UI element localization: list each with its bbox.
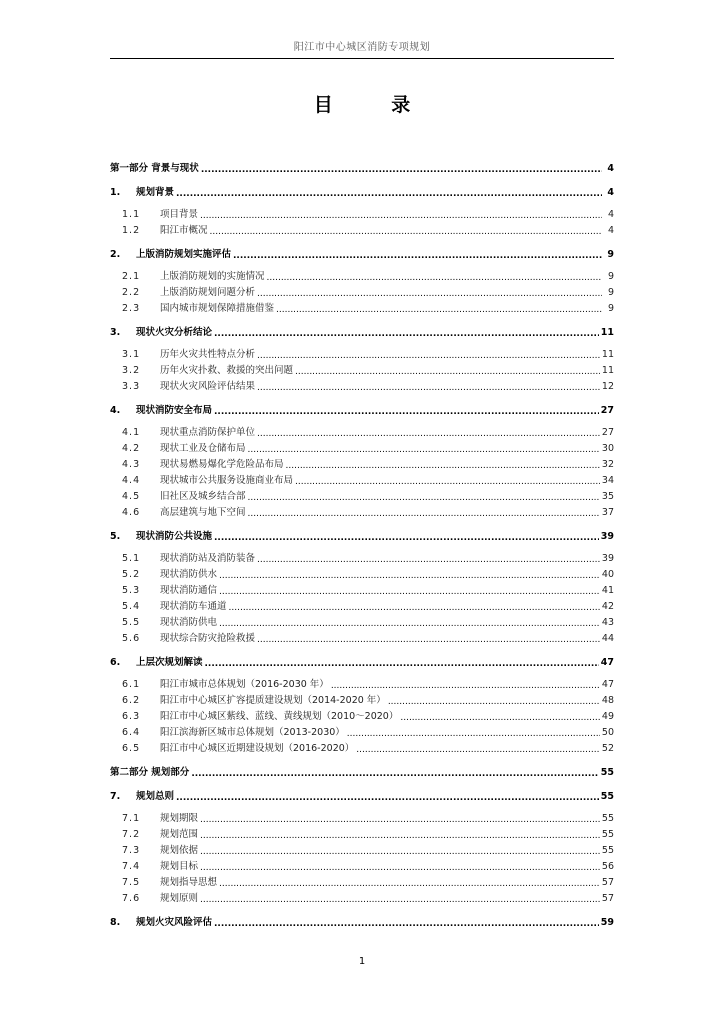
toc-section-entry[interactable]	[110, 872, 614, 888]
dot-leader	[257, 382, 600, 392]
header-rule	[110, 58, 614, 59]
toc-section-label: 现状消防车通道	[160, 601, 227, 612]
dot-leader	[295, 366, 600, 376]
dot-leader	[200, 210, 602, 220]
dot-leader	[356, 744, 600, 754]
toc-entry-label: 现状火灾分析结论	[136, 327, 213, 338]
toc-section-entry[interactable]	[110, 596, 614, 612]
toc-section-label: 现状消防通信	[160, 585, 218, 596]
toc-section-number: 2.3	[122, 303, 141, 314]
toc-page-number: 9	[607, 287, 614, 298]
toc-section-entry[interactable]	[110, 376, 614, 392]
toc-section-entry[interactable]	[110, 344, 614, 360]
toc-entry-label: 规划背景	[136, 187, 175, 198]
toc-section-number: 4.5	[122, 491, 141, 502]
dot-leader	[201, 164, 602, 174]
toc-page-number: 59	[600, 917, 614, 928]
toc-section-number: 6.2	[122, 695, 141, 706]
toc-section-number: 5.4	[122, 601, 141, 612]
toc-section-list	[110, 548, 614, 644]
toc-section-label: 规划范围	[160, 829, 199, 840]
toc-page-number: 57	[601, 877, 614, 888]
toc-section-entry[interactable]	[110, 438, 614, 454]
toc-chapter-entry[interactable]	[110, 322, 614, 338]
toc-page-number: 50	[601, 727, 614, 738]
toc-page-number: 4	[607, 209, 614, 220]
toc-section-label: 现状消防供水	[160, 569, 218, 580]
dot-leader	[400, 712, 600, 722]
toc-page-number: 52	[601, 743, 614, 754]
toc-section-label: 现状火灾风险评估结果	[160, 381, 256, 392]
toc-section-entry[interactable]	[110, 502, 614, 518]
table-of-contents	[110, 150, 614, 928]
toc-section-entry[interactable]	[110, 282, 614, 298]
toc-page-number: 12	[601, 381, 614, 392]
toc-section-number: 3.3	[122, 381, 141, 392]
toc-page-number: 43	[601, 617, 614, 628]
toc-page-number: 48	[601, 695, 614, 706]
toc-section-label: 规划指导思想	[160, 877, 218, 888]
toc-section-entry[interactable]	[110, 360, 614, 376]
toc-chapter-entry[interactable]	[110, 912, 614, 928]
toc-page-number: 55	[601, 813, 614, 824]
toc-section-entry[interactable]	[110, 580, 614, 596]
toc-section-number: 6.5	[122, 743, 141, 754]
toc-section-list	[110, 674, 614, 754]
dot-leader	[388, 696, 600, 706]
dot-leader	[295, 476, 600, 486]
toc-section-entry[interactable]	[110, 298, 614, 314]
toc-section-number: 4.2	[122, 443, 141, 454]
page-number: 1	[358, 956, 366, 967]
dot-leader	[267, 272, 602, 282]
dot-leader	[219, 586, 600, 596]
toc-section-label: 现状工业及仓储布局	[160, 443, 246, 454]
toc-section-number: 5.1	[122, 553, 141, 564]
toc-section-label: 现状综合防灾抢险救援	[160, 633, 256, 644]
toc-section-entry[interactable]	[110, 220, 614, 236]
toc-entry-label: 上版消防规划实施评估	[136, 249, 232, 260]
toc-section-label: 阳江市中心城区紫线、蓝线、黄线规划（2010～2020）	[160, 711, 399, 722]
toc-section-entry[interactable]	[110, 738, 614, 754]
toc-section-entry[interactable]	[110, 888, 614, 904]
toc-section-number: 6.1	[122, 679, 141, 690]
toc-page-number: 4	[607, 225, 614, 236]
toc-section-list	[110, 422, 614, 518]
toc-chapter-number: 7.	[110, 791, 121, 802]
toc-page-number: 32	[601, 459, 614, 470]
toc-page-number: 4	[607, 163, 614, 174]
toc-section-number: 5.6	[122, 633, 141, 644]
toc-page-number: 57	[601, 893, 614, 904]
toc-entry-label: 规划火灾风险评估	[136, 917, 213, 928]
toc-section-label: 阳江市中心城区扩容提质建设规划（2014-2020 年）	[160, 695, 386, 706]
toc-page-number: 39	[601, 553, 614, 564]
toc-section-number: 4.4	[122, 475, 141, 486]
toc-page-number: 47	[601, 679, 614, 690]
toc-section-label: 阳江市城市总体规划（2016-2030 年）	[160, 679, 329, 690]
dot-leader	[248, 444, 600, 454]
dot-leader	[214, 328, 599, 338]
toc-section-number: 6.3	[122, 711, 141, 722]
toc-section-entry[interactable]	[110, 204, 614, 220]
dot-leader	[200, 862, 600, 872]
toc-page-number: 27	[601, 427, 614, 438]
toc-page-number: 30	[601, 443, 614, 454]
toc-chapter-entry[interactable]	[110, 244, 614, 260]
toc-chapter-entry[interactable]	[110, 526, 614, 542]
toc-chapter-number: 3.	[110, 327, 121, 338]
toc-section-entry[interactable]	[110, 856, 614, 872]
toc-page-number: 37	[601, 507, 614, 518]
toc-section-label: 现状消防站及消防装备	[160, 553, 256, 564]
toc-page-number: 42	[601, 601, 614, 612]
toc-section-number: 2.2	[122, 287, 141, 298]
toc-page-number: 11	[600, 327, 614, 338]
toc-section-entry[interactable]	[110, 454, 614, 470]
toc-chapter-number: 5.	[110, 531, 121, 542]
dot-leader	[257, 634, 600, 644]
toc-page-number: 9	[607, 271, 614, 282]
toc-section-entry[interactable]	[110, 564, 614, 580]
toc-section-label: 现状城市公共服务设施商业布局	[160, 475, 294, 486]
toc-chapter-number: 2.	[110, 249, 121, 260]
toc-section-label: 阳江市中心城区近期建设规划（2016-2020）	[160, 743, 355, 754]
dot-leader	[248, 508, 600, 518]
dot-leader	[214, 918, 599, 928]
toc-entry-label: 上层次规划解读	[136, 657, 203, 668]
dot-leader	[229, 602, 600, 612]
dot-leader	[286, 460, 600, 470]
toc-chapter-entry[interactable]	[110, 400, 614, 416]
toc-section-number: 3.1	[122, 349, 141, 360]
toc-page-number: 27	[600, 405, 614, 416]
toc-section-label: 国内城市规划保障措施借鉴	[160, 303, 275, 314]
toc-chapter-entry[interactable]	[110, 652, 614, 668]
dot-leader	[219, 878, 600, 888]
toc-page-number: 49	[601, 711, 614, 722]
toc-section-label: 现状易燃易爆化学危险品布局	[160, 459, 284, 470]
toc-section-number: 5.2	[122, 569, 141, 580]
toc-chapter-number: 8.	[110, 917, 121, 928]
toc-section-label: 历年火灾扑救、救援的突出问题	[160, 365, 294, 376]
toc-page-number: 11	[601, 365, 614, 376]
toc-section-label: 项目背景	[160, 209, 199, 220]
dot-leader	[214, 532, 599, 542]
dot-leader	[257, 350, 600, 360]
dot-leader	[205, 658, 599, 668]
dot-leader	[176, 792, 599, 802]
toc-section-entry[interactable]	[110, 470, 614, 486]
toc-section-number: 3.2	[122, 365, 141, 376]
toc-section-label: 历年火灾共性特点分析	[160, 349, 256, 360]
toc-section-number: 7.3	[122, 845, 141, 856]
toc-part-entry[interactable]	[110, 158, 614, 174]
toc-section-number: 2.1	[122, 271, 141, 282]
toc-section-label: 规划原则	[160, 893, 199, 904]
toc-section-label: 现状重点消防保护单位	[160, 427, 256, 438]
toc-section-number: 4.3	[122, 459, 141, 470]
toc-page-number: 11	[601, 349, 614, 360]
toc-chapter-number: 4.	[110, 405, 121, 416]
toc-section-entry[interactable]	[110, 840, 614, 856]
toc-entry-label: 现状消防安全布局	[136, 405, 213, 416]
page-title: 目 录	[313, 94, 437, 116]
toc-page-number: 9	[607, 303, 614, 314]
toc-page-number: 41	[601, 585, 614, 596]
toc-section-entry[interactable]	[110, 548, 614, 564]
toc-section-entry[interactable]	[110, 628, 614, 644]
toc-entry-label: 现状消防公共设施	[136, 531, 213, 542]
toc-section-entry[interactable]	[110, 422, 614, 438]
toc-section-label: 旧社区及城乡结合部	[160, 491, 246, 502]
toc-page-number: 44	[601, 633, 614, 644]
toc-section-entry[interactable]	[110, 674, 614, 690]
dot-leader	[219, 618, 600, 628]
toc-section-list	[110, 266, 614, 314]
dot-leader	[200, 894, 600, 904]
dot-leader	[276, 304, 602, 314]
toc-section-number: 1.1	[122, 209, 141, 220]
dot-leader	[257, 428, 600, 438]
toc-page-number: 55	[600, 767, 614, 778]
dot-leader	[200, 830, 600, 840]
toc-section-label: 阳江市概况	[160, 225, 208, 236]
toc-section-entry[interactable]	[110, 690, 614, 706]
toc-chapter-number: 1.	[110, 187, 121, 198]
toc-section-label: 规划期限	[160, 813, 199, 824]
dot-leader	[214, 406, 599, 416]
page-header: 阳江市中心城区消防专项规划	[293, 42, 431, 53]
toc-page-number: 55	[601, 829, 614, 840]
toc-section-entry[interactable]	[110, 706, 614, 722]
toc-chapter-number: 6.	[110, 657, 121, 668]
toc-page-number: 47	[600, 657, 614, 668]
toc-section-number: 7.5	[122, 877, 141, 888]
toc-section-number: 6.4	[122, 727, 141, 738]
toc-section-label: 规划依据	[160, 845, 199, 856]
toc-section-number: 4.6	[122, 507, 141, 518]
toc-entry-label: 第二部分 规划部分	[110, 767, 190, 778]
toc-section-label: 高层建筑与地下空间	[160, 507, 246, 518]
dot-leader	[191, 768, 598, 778]
toc-section-list	[110, 808, 614, 904]
dot-leader	[200, 814, 600, 824]
toc-section-number: 7.6	[122, 893, 141, 904]
toc-section-label: 上版消防规划的实施情况	[160, 271, 265, 282]
dot-leader	[331, 680, 600, 690]
toc-chapter-entry[interactable]	[110, 786, 614, 802]
dot-leader	[176, 188, 602, 198]
dot-leader	[233, 250, 602, 260]
toc-section-label: 上版消防规划问题分析	[160, 287, 256, 298]
dot-leader	[248, 492, 600, 502]
toc-section-number: 4.1	[122, 427, 141, 438]
toc-section-label: 现状消防供电	[160, 617, 218, 628]
toc-part-entry[interactable]	[110, 762, 614, 778]
toc-section-number: 5.3	[122, 585, 141, 596]
toc-entry-label: 第一部分 背景与现状	[110, 163, 199, 174]
dot-leader	[200, 846, 600, 856]
toc-section-entry[interactable]	[110, 722, 614, 738]
toc-page-number: 40	[601, 569, 614, 580]
toc-section-number: 7.2	[122, 829, 141, 840]
dot-leader	[257, 554, 600, 564]
toc-page-number: 9	[607, 249, 614, 260]
dot-leader	[347, 728, 600, 738]
toc-section-number: 7.1	[122, 813, 141, 824]
toc-page-number: 35	[601, 491, 614, 502]
toc-section-entry[interactable]	[110, 808, 614, 824]
toc-entry-label: 规划总则	[136, 791, 175, 802]
toc-section-number: 1.2	[122, 225, 141, 236]
toc-section-number: 5.5	[122, 617, 141, 628]
toc-section-list	[110, 204, 614, 236]
toc-page-number: 55	[601, 845, 614, 856]
toc-page-number: 39	[600, 531, 614, 542]
dot-leader	[257, 288, 602, 298]
toc-section-entry[interactable]	[110, 266, 614, 282]
dot-leader	[219, 570, 600, 580]
toc-page-number: 4	[607, 187, 614, 198]
toc-section-label: 阳江滨海新区城市总体规划（2013-2030）	[160, 727, 345, 738]
toc-section-number: 7.4	[122, 861, 141, 872]
toc-section-entry[interactable]	[110, 486, 614, 502]
toc-section-list	[110, 344, 614, 392]
toc-page-number: 34	[601, 475, 614, 486]
toc-page-number: 56	[601, 861, 614, 872]
toc-section-entry[interactable]	[110, 824, 614, 840]
toc-chapter-entry[interactable]	[110, 182, 614, 198]
toc-page-number: 55	[600, 791, 614, 802]
toc-section-entry[interactable]	[110, 612, 614, 628]
dot-leader	[210, 226, 602, 236]
toc-section-label: 规划目标	[160, 861, 199, 872]
